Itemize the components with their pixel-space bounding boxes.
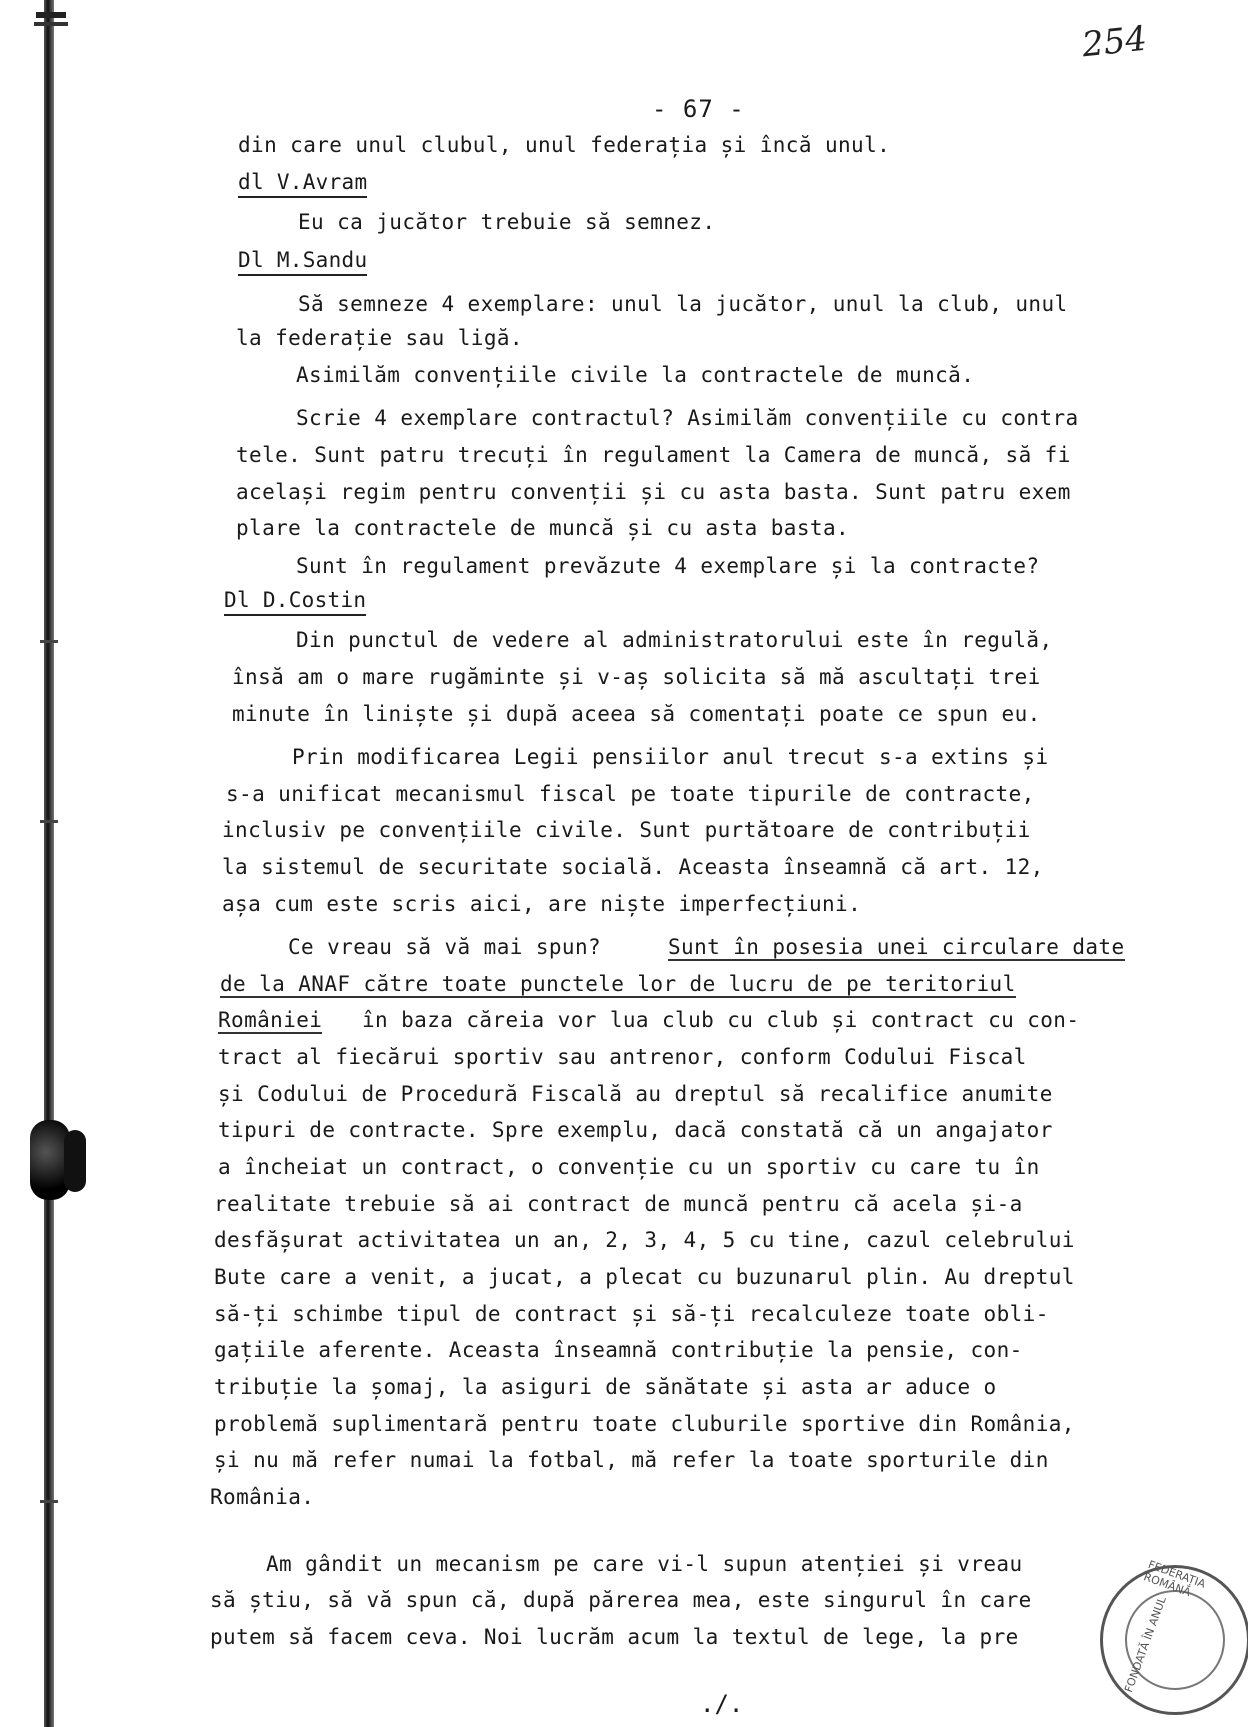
text-line: tribuție la șomaj, la asiguri de sănătate și asta ar aduce o <box>214 1375 997 1399</box>
text-line: putem să facem ceva. Noi lucrăm acum la textul de lege, la pre <box>210 1625 1019 1649</box>
speaker-label: Dl D.Costin <box>224 588 366 616</box>
continuation-mark: ./. <box>700 1690 744 1718</box>
text-line: desfășurat activitatea un an, 2, 3, 4, 5 cu tine, cazul celebrului <box>214 1228 1075 1252</box>
text-line: gațiile aferente. Aceasta înseamnă contribuție la pensie, con- <box>214 1338 1023 1362</box>
binder-rod <box>44 0 54 1727</box>
text-line: să-ți schimbe tipul de contract și să-ți recalculeze toate obli- <box>214 1302 1049 1326</box>
underlined-text: de la ANAF către toate punctele lor de lucru de pe teritoriul <box>220 972 1016 996</box>
text-line: Prin modificarea Legii pensiilor anul trecut s-a extins și <box>292 745 1049 769</box>
text-line: și nu mă refer numai la fotbal, mă refer la toate sporturile din <box>214 1448 1049 1472</box>
text-line: și Codului de Procedură Fiscală au dreptul să recalifice anumite <box>218 1082 1053 1106</box>
handwritten-page-number: 254 <box>1080 18 1149 66</box>
text-line: România. <box>210 1485 315 1509</box>
text-line: la federație sau ligă. <box>236 326 523 350</box>
binder-rod-mark <box>40 820 58 823</box>
binder-rod-cap <box>36 12 66 18</box>
text-line: în baza căreia vor lua club cu club și contract cu con- <box>362 1008 1080 1032</box>
text-line: a încheiat un contract, o convenție cu un sportiv cu care tu în <box>218 1155 1040 1179</box>
text-line: însă am o mare rugăminte și v-aș solicita să mă ascultați trei <box>232 665 1041 689</box>
text-line: tipuri de contracte. Spre exemplu, dacă constată că un angajator <box>218 1118 1053 1142</box>
text-line: Asimilăm convențiile civile la contractele de muncă. <box>296 363 975 387</box>
text-line: Bute care a venit, a jucat, a plecat cu buzunarul plin. Au dreptul <box>214 1265 1075 1289</box>
text-line: Să semneze 4 exemplare: unul la jucător, unul la club, unul <box>298 292 1068 316</box>
text-line: problemă suplimentară pentru toate cluburile sportive din România, <box>214 1412 1075 1436</box>
text-line: să știu, să vă spun că, după părerea mea, este singurul în care <box>210 1588 1032 1612</box>
text-line: la sistemul de securitate socială. Aceasta înseamnă că art. 12, <box>222 855 1044 879</box>
text-line: tract al fiecărui sportiv sau antrenor, conform Codului Fiscal <box>218 1045 1027 1069</box>
text-line: minute în liniște și după aceea să comentați poate ce spun eu. <box>232 702 1041 726</box>
text-line: plare la contractele de muncă și cu asta basta. <box>236 516 850 540</box>
speaker-label: dl V.Avram <box>238 170 367 198</box>
binder-rod-mark <box>40 640 58 643</box>
text-line: s-a unificat mecanismul fiscal pe toate tipurile de contracte, <box>226 782 1035 806</box>
page-number: - 67 - <box>652 95 745 123</box>
stamp-text-left: FONDATĂ ÎN ANUL <box>1122 1594 1169 1695</box>
text-line: Ce vreau să vă mai spun? <box>288 935 602 959</box>
binder-knob-side <box>64 1130 86 1192</box>
text-line: realitate trebuie să ai contract de muncă pentru că acela și-a <box>214 1192 1023 1216</box>
text-line: Am gândit un mecanism pe care vi-l supun atenției și vreau <box>266 1552 1023 1576</box>
federation-stamp <box>1100 1557 1248 1715</box>
binder-rod-mark <box>40 1500 58 1503</box>
underlined-text: României <box>218 1008 323 1032</box>
text-line: Scrie 4 exemplare contractul? Asimilăm convențiile cu contra <box>296 406 1079 430</box>
stamp-text-top: FEDERAȚIA ROMÂNĂ <box>1141 1557 1208 1600</box>
text-line: tele. Sunt patru trecuți în regulament la Camera de muncă, să fi <box>236 443 1071 467</box>
text-line: Sunt în regulament prevăzute 4 exemplare și la contracte? <box>296 554 1040 578</box>
text-line: inclusiv pe convențiile civile. Sunt purtătoare de contribuții <box>222 818 1031 842</box>
text-line: Din punctul de vedere al administratorului este în regulă, <box>296 628 1053 652</box>
text-line: același regim pentru convenții și cu asta basta. Sunt patru exem <box>236 480 1071 504</box>
underlined-text: Sunt în posesia unei circulare date <box>668 935 1125 959</box>
text-line: așa cum este scris aici, are niște imperfecțiuni. <box>222 892 862 916</box>
text-line: Eu ca jucător trebuie să semnez. <box>298 210 716 234</box>
speaker-label: Dl M.Sandu <box>238 248 367 276</box>
binder-rod-cap-lower <box>34 22 68 26</box>
text-line: din care unul clubul, unul federația și încă unul. <box>238 133 891 157</box>
stamp-lettering <box>1103 1557 1248 1718</box>
